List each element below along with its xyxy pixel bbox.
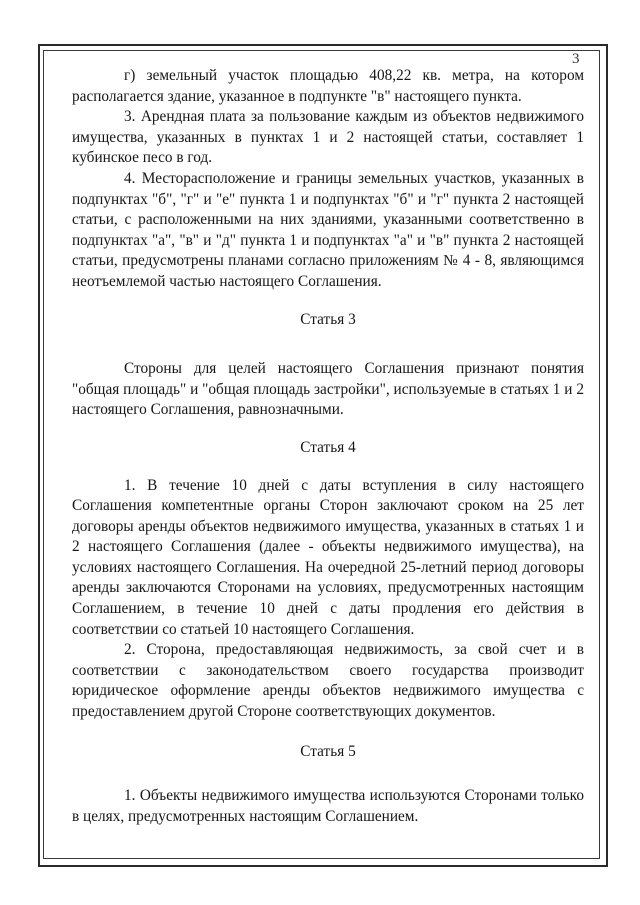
- paragraph-land-plot-g: г) земельный участок площадью 408,22 кв. метра, на котором располагается здание, указанное в подпункте "в" настоящего пункта.: [72, 67, 584, 105]
- heading-article-3: Статья 3: [300, 310, 356, 328]
- page-number: 3: [572, 51, 580, 67]
- heading-article-4: Статья 4: [300, 438, 356, 456]
- paragraph-article-4-registration: 2. Сторона, предоставляющая недвижимость, за свой счет и в соответствии с законодательством своего государства производит юридическое оформление аренды объектов недвижимого имущества с предоставлением другой Стороне соответствующих документов.: [72, 641, 584, 721]
- paragraph-rent-payment: 3. Арендная плата за пользование каждым из объектов недвижимого имущества, указанных в пунктах 1 и 2 настоящей статьи, составляет 1 кубинское песо в год.: [72, 108, 584, 167]
- paragraph-article-5-usage: 1. Объекты недвижимого имущества используются Сторонами только в целях, предусмотренных настоящим Соглашением.: [72, 787, 584, 825]
- paragraph-article-4-lease-contracts: 1. В течение 10 дней с даты вступления в силу настоящего Соглашения компетентные органы Сторон заключают сроком на 25 лет договоры аренды объектов недвижимого имущества, указанных в статьях 1 и 2 настоящего Соглашения (далее - объекты недвижимого имущества), на условиях настоящего Соглашения. На очередной 25-летний период договоры аренды заключаются Сторонами на условиях, предусмотренных настоящим Соглашением, в течение 10 дней с даты продления его действия в соответствии со статьей 10 настоящего Соглашения.: [72, 476, 584, 638]
- heading-article-5: Статья 5: [300, 742, 356, 760]
- document-body: [72, 66, 584, 827]
- paragraph-plot-locations: 4. Месторасположение и границы земельных участков, указанных в подпунктах "б", "г" и "е" пункта 1 и подпунктах "б" и "г" пункта 2 настоящей статьи, с расположенными на них зданиями, указанными соответственно в подпунктах "а", "в" и "д" пункта 1 и подпунктах "а" и "в" пункта 2 настоящей статьи, предусмотрены планами согласно приложениям № 4 - 8, являющимся неотъемлемой частью настоящего Соглашения.: [72, 169, 584, 290]
- paragraph-article-3-terms: Стороны для целей настоящего Соглашения признают понятия "общая площадь" и "общая площадь застройки", используемые в статьях 1 и 2 настоящего Соглашения, равнозначными.: [72, 360, 584, 419]
